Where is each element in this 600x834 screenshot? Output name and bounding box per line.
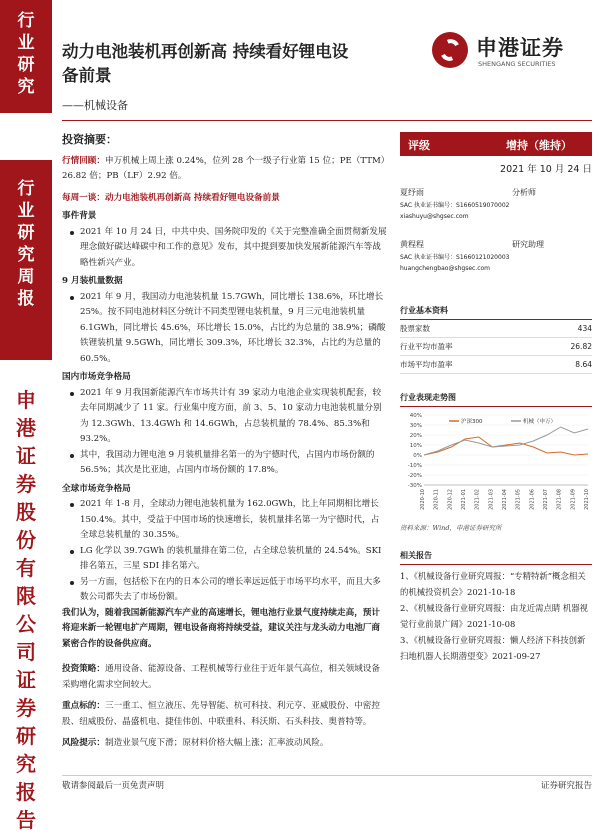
y-tick-label: -10% xyxy=(407,463,422,469)
sidebar-char: 券 xyxy=(16,472,36,496)
footer-disclaimer: 敬请参阅最后一页免责声明 xyxy=(62,781,165,791)
sidebar-char: 研 xyxy=(16,724,36,748)
report-date: 2021 年 10 月 24 日 xyxy=(500,164,592,175)
chart-source: 资料来源：Wind，申港证券研究所 xyxy=(400,524,502,532)
x-tick-label: 2021-08 xyxy=(556,489,563,510)
rating-value: 增持（维持） xyxy=(506,139,572,152)
conclusion: 我们认为，随着我国新能源汽车产业的高速增长，锂电池行业景气度持续走高，预计将迎来新一轮锂电扩产周期，锂电设备商将持续受益，建议关注与龙头动力电池厂商紧密合作的设备供应商。 xyxy=(62,607,380,649)
basic-data-row xyxy=(400,320,592,338)
chart-heading: 行业表现走势图 xyxy=(400,392,592,407)
basic-data-value: 434 xyxy=(577,324,592,333)
logo-name-en: SHENGANG SECURITIES xyxy=(478,60,556,68)
series-line-1 xyxy=(424,427,588,455)
bullet-global-2: LG 化学以 39.7GWh 的装机量排在第二位，占全球总装机量的 24.54%。SKI 排名第五，三星 SDI 排名第六。 xyxy=(62,544,387,575)
analyst-cert: SAC 执业证书编号：S1660121020003 xyxy=(400,254,510,261)
basic-data-value: 8.64 xyxy=(575,360,592,369)
title-line-1: 动力电池装机再创新高 持续看好锂电设 xyxy=(62,42,349,61)
right-column xyxy=(400,132,592,665)
sidebar-char: 究 xyxy=(16,752,36,776)
investment-strategy xyxy=(62,662,387,693)
section-global-competition: 全球市场竞争格局 xyxy=(62,483,131,494)
title-line-2: 备前景 xyxy=(62,66,112,85)
bullet-background: 2021 年 10 月 24 日，中共中央、国务院印发的《关于完整准确全面贯彻新发展理念做好碳达峰碳中和工作的意见》发布，其中提到要加快发展新能源汽车等战略性新兴产业。 xyxy=(62,225,387,272)
x-tick-label: 2021-01 xyxy=(461,489,467,510)
legend-label: 沪深300 xyxy=(461,419,483,425)
x-tick-label: 2020-11 xyxy=(433,489,440,510)
related-report-item[interactable]: 1、《机械设备行业研究周报：“专精特新”概念相关的机械投资机会》2021-10-18 xyxy=(400,571,586,597)
basic-data-label: 股票家数 xyxy=(400,324,430,333)
related-report-item[interactable]: 2、《机械设备行业研究周报：由龙近需点睛 机器视觉行业前景广阔》2021-10-08 xyxy=(400,603,589,629)
risk-text: 制造业景气度下滑；原材料价格大幅上涨；汇率波动风险。 xyxy=(104,738,329,748)
sidebar xyxy=(0,0,52,832)
y-tick-label: 0% xyxy=(413,453,422,459)
rating-label: 评级 xyxy=(408,139,430,152)
sidebar-char: 报 xyxy=(16,780,36,804)
sidebar-char: 周 xyxy=(17,267,35,287)
strategy-label: 投资策略： xyxy=(62,664,105,674)
analyst-name: 黄程程 xyxy=(400,240,424,249)
sidebar-char: 份 xyxy=(16,528,36,552)
basic-data-label: 市场平均市盈率 xyxy=(400,360,453,369)
x-tick-label: 2020-12 xyxy=(447,489,454,510)
sidebar-char: 申 xyxy=(16,388,36,412)
bullet-domestic-1: 2021 年 9 月我国新能源汽车市场共计有 39 家动力电池企业实现装机配套，较去年同期减少了 11 家。行业集中度方面，前 3、5、10 家动力电池装机量分别为 12.3GWh、13.4GWh 和 14.6GWh，占总装机量的 78.4%、85.3%和 93.2%。 xyxy=(62,386,387,448)
analyst-cert: SAC 执业证书编号：S1660519070002 xyxy=(400,202,510,209)
risk-warning xyxy=(62,736,387,752)
bullet-domestic-2: 其中，我国动力锂电池 9 月装机量排名第一的为宁德时代，占国内市场份额的 56.5%；其次是比亚迪，占国内市场份额的 17.8%。 xyxy=(62,448,387,479)
basic-data-row xyxy=(400,338,592,356)
strategy-text: 通用设备、能源设备、工程机械等行业往于近年景气高位，相关领域设备采购增化需求空间较大。 xyxy=(62,664,380,690)
page-footer xyxy=(62,775,592,791)
sidebar-char: 究 xyxy=(17,245,35,265)
x-tick-label: 2021-05 xyxy=(515,489,522,510)
sidebar-char: 有 xyxy=(16,556,36,580)
rating-banner xyxy=(400,132,592,156)
performance-chart xyxy=(400,411,592,521)
sidebar-char: 研 xyxy=(17,223,35,243)
sidebar-char: 司 xyxy=(16,640,36,664)
performance-chart-svg xyxy=(400,411,592,521)
analyst-name: 夏纾雨 xyxy=(400,188,424,197)
bullet-global-3: 另一方面，包括松下在内的日本公司的增长率远远低于市场平均水平，而且大多数公司都失去了市场份额。 xyxy=(62,575,387,606)
basic-data-label: 行业平均市盈率 xyxy=(400,342,453,351)
analyst-role: 分析师 xyxy=(512,188,536,197)
x-tick-label: 2021-10 xyxy=(584,489,590,510)
sidebar-char: 业 xyxy=(17,201,35,221)
sidebar-char: 证 xyxy=(16,668,36,692)
analyst-role: 研究助理 xyxy=(512,240,544,249)
x-tick-label: 2020-10 xyxy=(420,489,426,510)
x-tick-label: 2021-07 xyxy=(543,489,549,510)
x-tick-label: 2021-03 xyxy=(488,489,495,510)
header-divider xyxy=(62,120,592,121)
market-review-label: 行情回顾： xyxy=(62,155,105,166)
sidebar-char: 证 xyxy=(16,444,36,468)
section-september-data: 9 月装机量数据 xyxy=(62,276,123,286)
analyst-1 xyxy=(400,187,592,227)
related-report-item[interactable]: 3、《机械设备行业研究周报：懒人经济下科技创新 扫地机器人长期潜望变》2021-09-27 xyxy=(400,635,586,661)
y-tick-label: 40% xyxy=(409,413,422,419)
basic-data-heading: 行业基本资料 xyxy=(400,305,592,320)
abstract-heading: 投资摘要： xyxy=(62,133,117,146)
sidebar-char: 究 xyxy=(17,77,35,97)
y-tick-label: 20% xyxy=(409,433,422,439)
key-targets xyxy=(62,699,387,730)
legend-label: 机械（申万） xyxy=(523,419,557,425)
sidebar-char: 报 xyxy=(17,289,35,309)
report-subtitle: ——机械设备 xyxy=(62,99,128,112)
weekly-topic: 每周一谈：动力电池装机再创新高 持续看好锂电设备前景 xyxy=(62,192,280,203)
x-tick-label: 2021-02 xyxy=(474,489,481,510)
bullet-september-data: 2021 年 9 月，我国动力电池装机量 15.7GWh，同比增长 138.6%，环比增长 25%。按不同电池材料区分统计不同类型锂电装机量，9 月三元电池装机量 6.1GWh，同比增长 45.6%，环比增长 15.0%，占比约为总量的 38.9%；磷酸铁锂装机量 9.5GWh，同比增长 309.3%，环比增长 32.3%，占比约为总量的 60.5%。 xyxy=(62,290,387,368)
sidebar-char: 公 xyxy=(16,612,36,636)
basic-data-row xyxy=(400,356,592,374)
abstract-section xyxy=(62,132,387,752)
section-background: 事件背景 xyxy=(62,211,97,221)
y-tick-label: -30% xyxy=(407,483,422,489)
key-targets-text: 三一重工、恒立液压、先导智能、杭可科技、利元亨、亚威股份、中密控股、纽威股份、晶盛机电、捷佳伟创、中联重科、科沃斯、石头科技、奥普特等。 xyxy=(62,701,380,727)
sidebar-char: 行 xyxy=(17,11,35,31)
sidebar-char: 业 xyxy=(17,33,35,53)
sidebar-block-weekly xyxy=(0,160,52,360)
company-logo xyxy=(432,30,592,80)
key-targets-label: 重点标的： xyxy=(62,701,105,711)
related-reports-heading: 相关报告 xyxy=(400,550,592,565)
section-domestic-competition: 国内市场竞争格局 xyxy=(62,372,131,382)
sidebar-char: 券 xyxy=(16,696,36,720)
logo-name-cn: 申港证券 xyxy=(476,36,564,60)
logo-mark-icon xyxy=(432,32,468,68)
sidebar-char: 研 xyxy=(17,55,35,75)
analyst-email[interactable]: huangchengbao@shgsec.com xyxy=(400,265,491,272)
x-tick-label: 2021-09 xyxy=(570,489,577,510)
analyst-email[interactable]: xiashuyu@shgsec.com xyxy=(400,213,469,220)
analyst-2 xyxy=(400,239,592,279)
y-tick-label: 30% xyxy=(409,423,422,429)
footer-label: 证券研究报告 xyxy=(540,781,592,791)
sidebar-block-industry-research xyxy=(0,0,52,113)
sidebar-char: 告 xyxy=(16,808,36,832)
y-tick-label: 10% xyxy=(409,443,422,449)
sidebar-char: 股 xyxy=(16,500,36,524)
sidebar-block-company xyxy=(0,380,52,832)
x-tick-label: 2021-04 xyxy=(502,489,508,510)
risk-label: 风险提示： xyxy=(62,738,105,748)
bullet-global-1: 2021 年 1-8 月，全球动力锂电池装机量为 162.0GWh，比上年同期相比增长 150.4%。其中，受益于中国市场的快速增长，装机量排名第一为宁德时代，占全球总装机量的 30.35%。 xyxy=(62,497,387,544)
x-tick-label: 2021-06 xyxy=(529,489,536,510)
sidebar-char: 港 xyxy=(16,416,36,440)
y-tick-label: -20% xyxy=(407,473,422,479)
market-review-text: 申万机械上周上涨 0.24%，位列 28 个一级子行业第 15 位；PE（TTM）26.82 倍；PB（LF）2.92 倍。 xyxy=(62,155,386,181)
related-reports-list xyxy=(400,569,592,664)
market-review xyxy=(62,154,387,185)
basic-data-value: 26.82 xyxy=(570,342,592,351)
sidebar-char: 限 xyxy=(16,584,36,608)
sidebar-char: 行 xyxy=(17,179,35,199)
report-title xyxy=(62,40,392,88)
